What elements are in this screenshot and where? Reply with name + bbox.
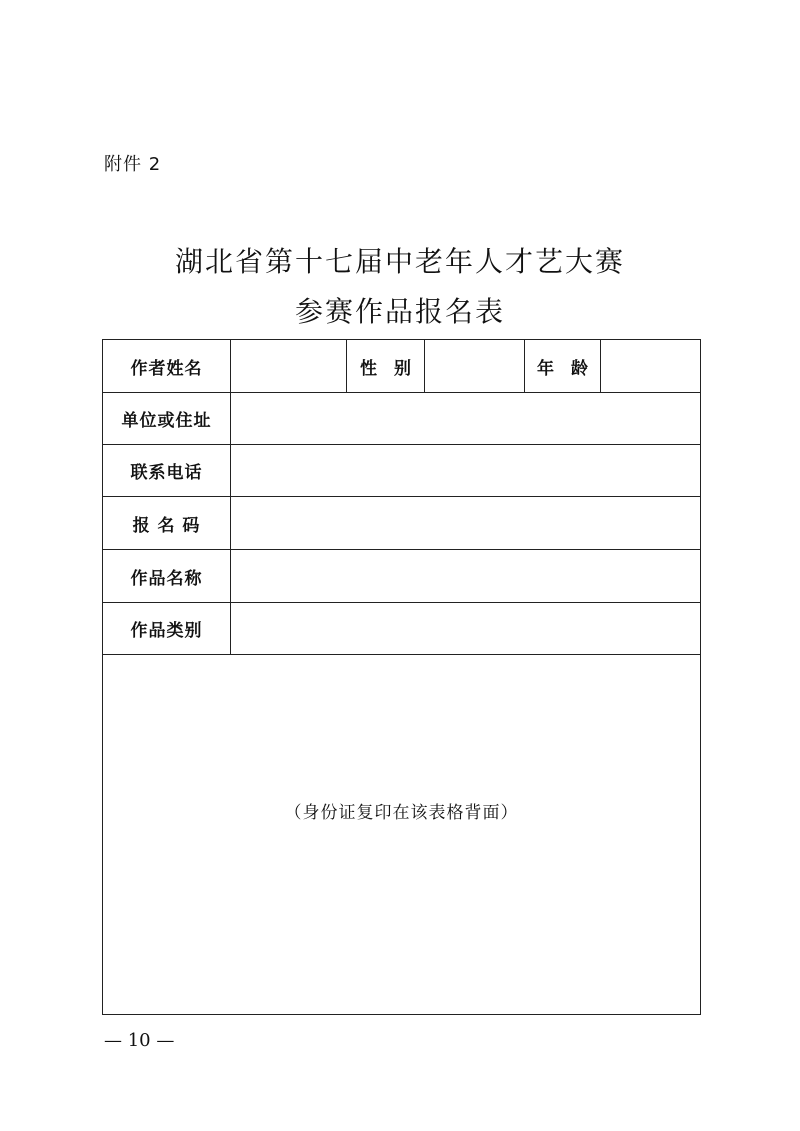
- work-category-field[interactable]: [231, 603, 701, 655]
- table-row: [103, 340, 701, 393]
- document-title: 湖北省第十七届中老年人才艺大赛: [174, 245, 625, 278]
- table-row: [103, 445, 701, 497]
- work-name-label: 作品名称: [103, 550, 231, 603]
- address-field[interactable]: [231, 393, 701, 445]
- age-label: 年 龄: [525, 340, 601, 393]
- work-category-label: 作品类别: [103, 603, 231, 655]
- table-row: [103, 497, 701, 550]
- gender-field[interactable]: [425, 340, 525, 393]
- phone-field[interactable]: [231, 445, 701, 497]
- age-field[interactable]: [601, 340, 701, 393]
- page-number: — 10 —: [104, 1030, 175, 1051]
- address-label: 单位或住址: [103, 393, 231, 445]
- id-copy-note: （身份证复印在该表格背面）: [103, 655, 701, 1015]
- registration-code-field[interactable]: [231, 497, 701, 550]
- table-row: [103, 393, 701, 445]
- work-name-field[interactable]: [231, 550, 701, 603]
- gender-label: 性 别: [347, 340, 425, 393]
- attachment-label: 附件 2: [104, 154, 162, 175]
- table-row: [103, 655, 701, 1015]
- table-row: [103, 550, 701, 603]
- phone-label: 联系电话: [103, 445, 231, 497]
- author-name-label: 作者姓名: [103, 340, 231, 393]
- table-row: [103, 603, 701, 655]
- document-subtitle: 参赛作品报名表: [294, 295, 505, 328]
- author-name-field[interactable]: [231, 340, 347, 393]
- registration-form-table: [102, 339, 701, 1015]
- registration-code-label: 报 名 码: [103, 497, 231, 550]
